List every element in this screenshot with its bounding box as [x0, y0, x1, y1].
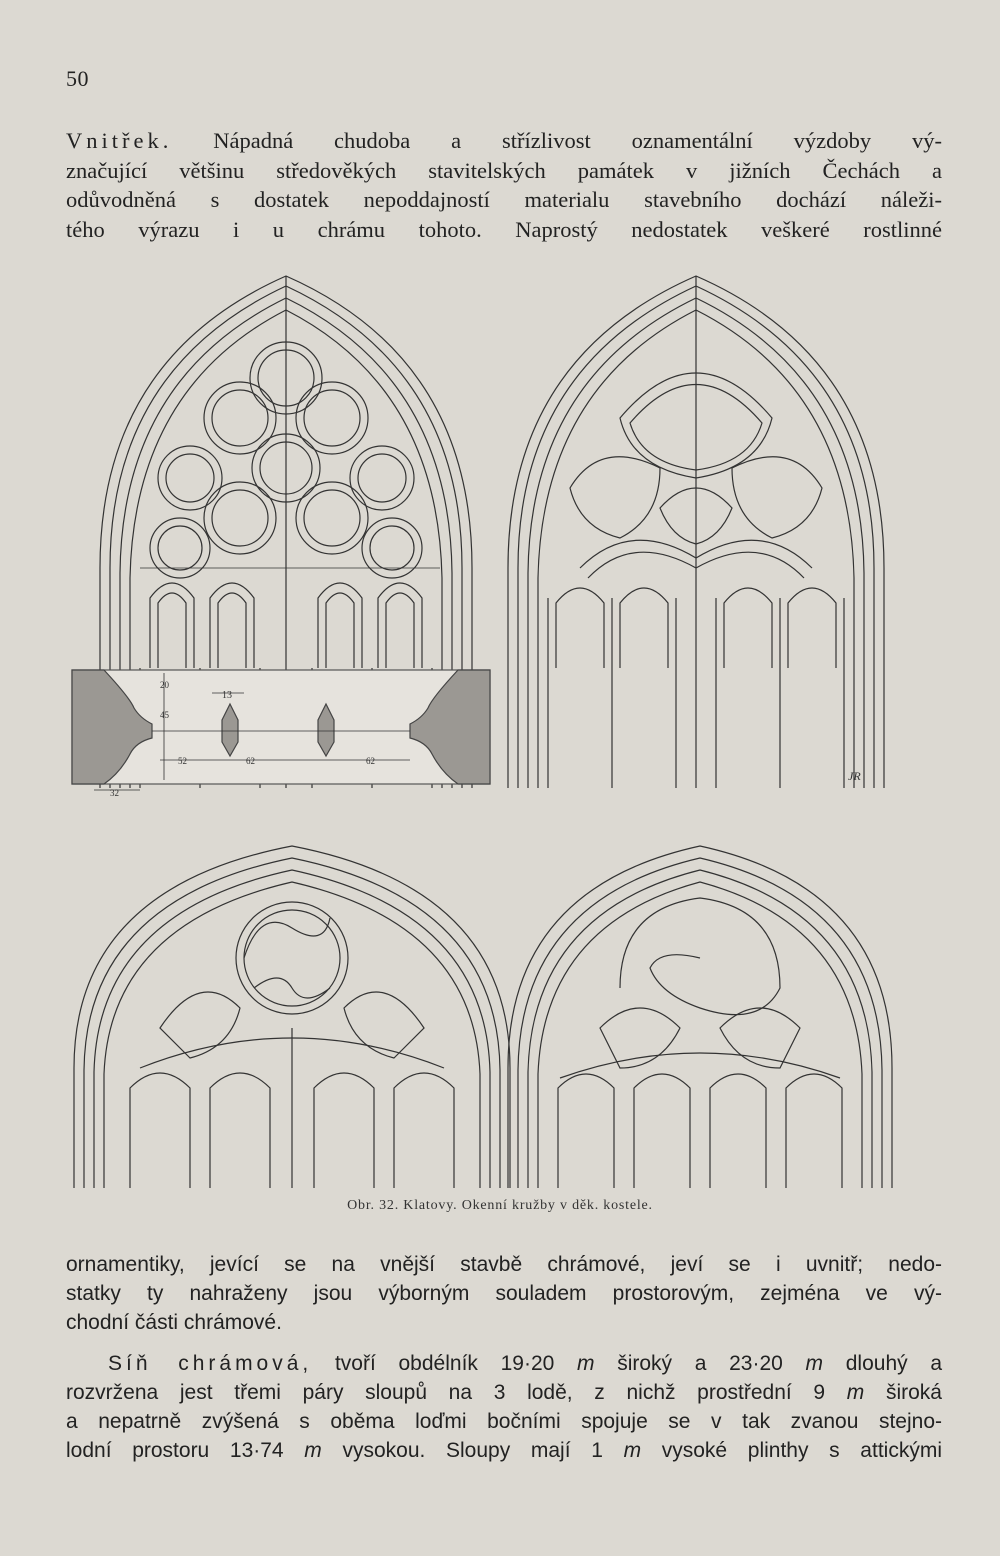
section-lead-vnitrek: Vnitřek. — [66, 128, 173, 153]
unit-m: m — [805, 1352, 824, 1375]
page-number: 50 — [66, 66, 89, 91]
section-lead-sin-chramova: Síň chrámová, — [108, 1352, 313, 1375]
unit-m: m — [846, 1381, 865, 1404]
after-line-1: ornamentiky, jevící se na vnější stavbě chrámové, jeví se i uvnitř; nedo- — [66, 1253, 942, 1276]
nave-text-3: a nepatrně zvýšená s oběma loďmi bočními spojuje se v tak zvanou stejno- — [66, 1410, 942, 1433]
nave-text-4a: lodní prostoru 13·74 — [66, 1439, 284, 1462]
tracery-drawings — [60, 268, 940, 1198]
intro-line-1: Nápadná chudoba a střízlivost oznamentální výzdoby vý- — [213, 128, 943, 153]
unit-m: m — [623, 1439, 642, 1462]
figure-caption: Obr. 32. Klatovy. Okenní kružby v děk. kostele. — [347, 1198, 653, 1213]
dim-13: 13 — [222, 690, 232, 701]
dim-62-b: 62 — [366, 756, 375, 766]
nave-text-2b: široká — [885, 1381, 942, 1404]
dim-45: 45 — [160, 710, 169, 720]
nave-text-4c: vysoké plinthy s attickými — [661, 1439, 942, 1462]
continuation-paragraph — [66, 1250, 942, 1337]
artist-signature: JR — [848, 769, 861, 783]
nave-paragraph — [66, 1349, 942, 1465]
dim-20: 20 — [160, 680, 169, 690]
intro-line-3: odůvodněná s dostatek nepoddajností materialu stavebního dochází náleži- — [66, 187, 942, 212]
window-bottom-left — [74, 846, 510, 1188]
window-top-right — [508, 276, 884, 788]
nave-text-1a: tvoří obdélník 19·20 — [334, 1352, 555, 1375]
after-line-3: chodní části chrámové. — [66, 1311, 282, 1334]
unit-m: m — [577, 1352, 595, 1375]
dim-62-a: 62 — [246, 756, 255, 766]
nave-text-2: rozvržena jest třemi páry sloupů na 3 lodě, z nichž prostřední 9 — [66, 1381, 826, 1404]
after-line-2: statky ty nahraženy jsou výborným souladem prostorovým, zejména ve vý- — [66, 1282, 942, 1305]
nave-text-1c: dlouhý a — [845, 1352, 943, 1375]
window-bottom-right — [508, 846, 892, 1188]
nave-text-4b: vysokou. Sloupy mají 1 — [342, 1439, 603, 1462]
unit-m: m — [304, 1439, 322, 1462]
dim-32: 32 — [110, 788, 119, 798]
intro-line-4: tého výrazu i u chrámu tohoto. Naprostý nedostatek veškeré rostlinné — [66, 216, 942, 242]
nave-text-1b: široký a 23·20 — [617, 1352, 783, 1375]
dim-52: 52 — [178, 756, 187, 766]
intro-paragraph — [66, 126, 942, 244]
intro-line-2: značující většinu středověkých stavitelských památek v jižních Čechách a — [66, 157, 942, 183]
mullion-section-plan — [72, 670, 490, 790]
tracery-figure — [60, 268, 940, 1208]
